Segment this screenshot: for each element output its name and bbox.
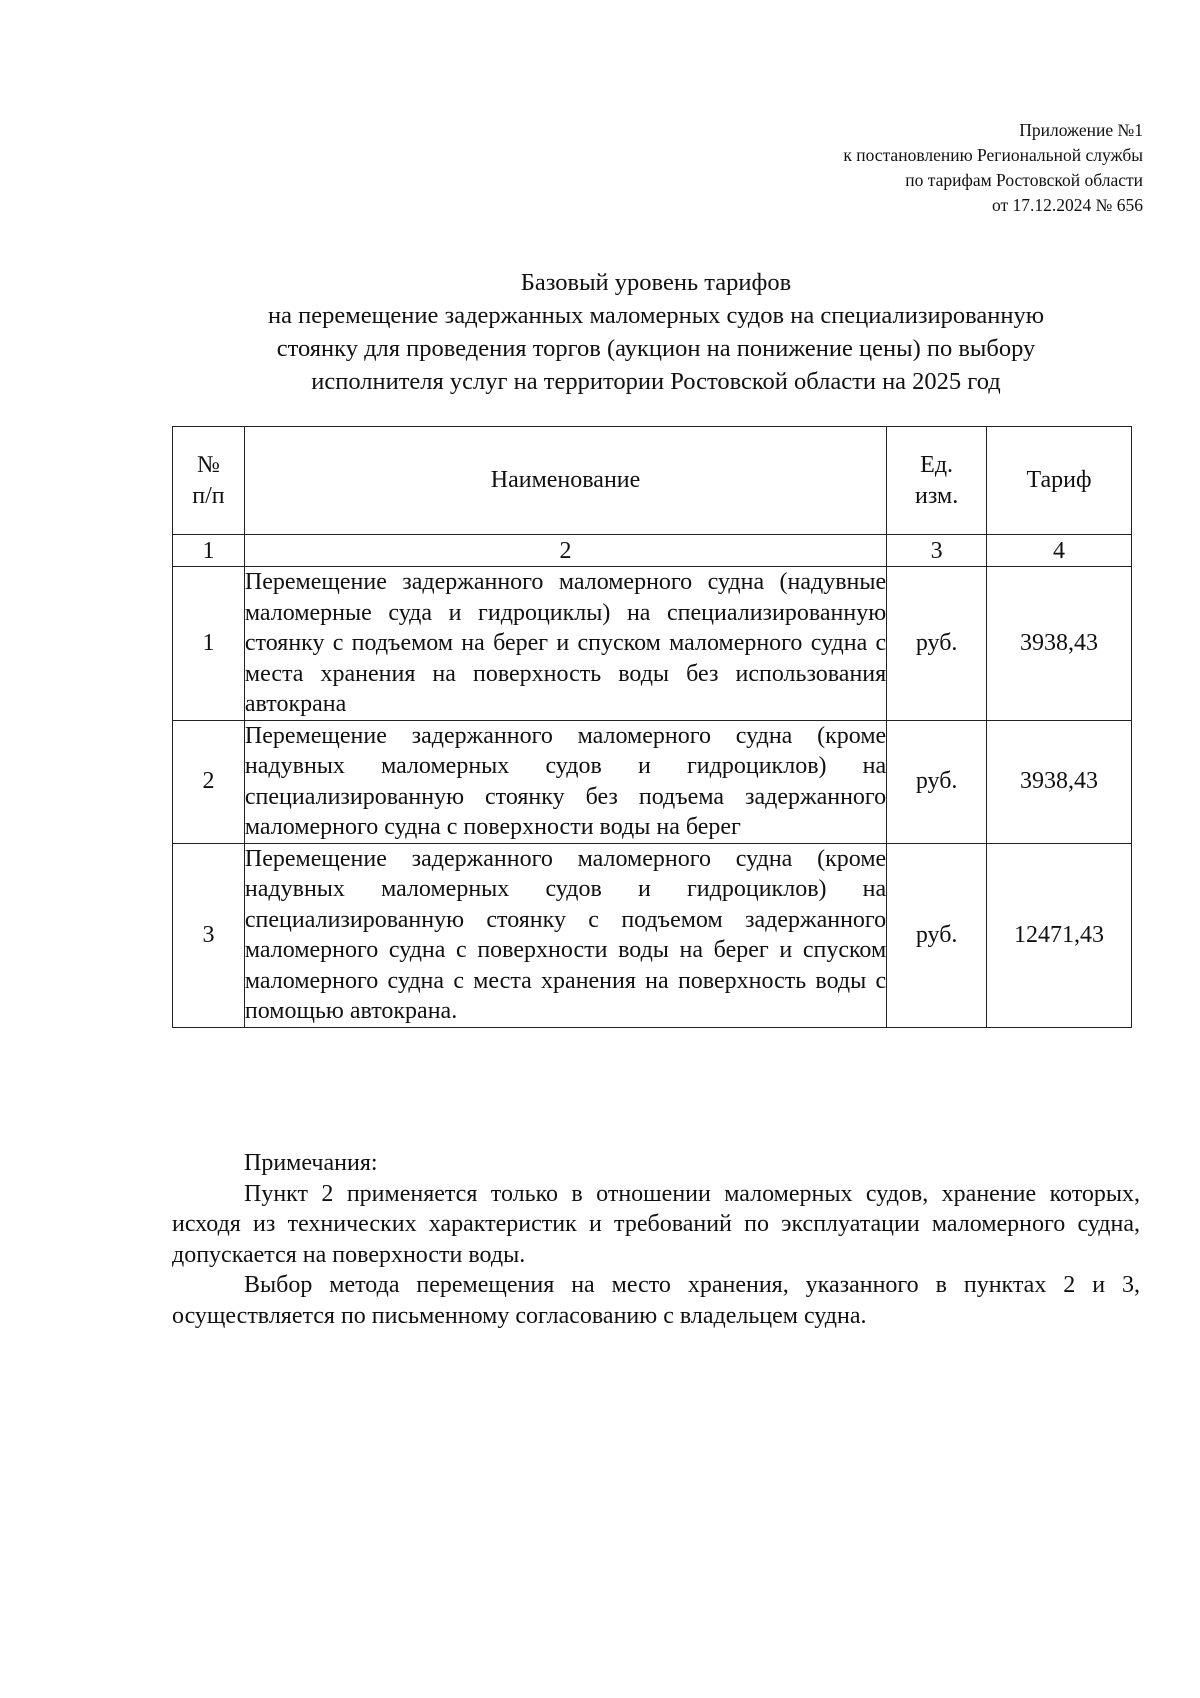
header-tariff: Тариф — [987, 427, 1132, 535]
title-line-3: стоянку для проведения торгов (аукцион на понижение цены) по выбору — [276, 335, 1036, 362]
table-row — [173, 843, 1132, 1027]
row-name-text: Перемещение задержанного маломерного судна (надувные маломерные суда и гидроциклы) на специализированную стоянку с подъемом на берег и спуском маломерного судна с места хранения на поверхность воды без использования автокрана — [244, 569, 887, 717]
title-line-4: исполнителя услуг на территории Ростовской области на 2025 год — [311, 368, 1001, 395]
title-line-1: Базовый уровень тарифов — [520, 269, 792, 296]
header-number-symbol: № — [197, 452, 220, 478]
tariff-table — [172, 426, 1132, 1028]
document-title — [170, 266, 1142, 398]
row-name-text: Перемещение задержанного маломерного судна (кроме надувных маломерных судов и гидроциклов) на специализированную стоянку с подъемом задержанного маломерного судна с поверхности воды на берег и спуском маломерного судна с места хранения на поверхность воды с помощью автокрана. — [244, 845, 887, 1024]
table-row — [173, 720, 1132, 843]
row-tariff: 3938,43 — [987, 720, 1132, 843]
row-name-text: Перемещение задержанного маломерного судна (кроме надувных маломерных судов и гидроциклов) на специализированную стоянку без подъема задержанного маломерного судна с поверхности воды на берег — [244, 722, 887, 840]
notes-section — [172, 1148, 1140, 1331]
header-unit-line-2: изм. — [915, 482, 959, 509]
table-column-index-row — [173, 535, 1132, 567]
row-unit: руб. — [887, 720, 987, 843]
row-unit: руб. — [887, 843, 987, 1027]
row-name — [244, 843, 886, 1027]
appendix-number: Приложение №1 — [1019, 120, 1143, 140]
column-index-3: 3 — [887, 535, 987, 567]
header-number-abbr: п/п — [192, 482, 225, 509]
appendix-resolution-ref: к постановлению Региональной службы — [843, 145, 1143, 165]
title-line-2: на перемещение задержанных маломерных судов на специализированную — [267, 302, 1045, 329]
row-tariff: 12471,43 — [987, 843, 1132, 1027]
table-row — [173, 567, 1132, 721]
table-header-row — [173, 427, 1132, 535]
column-index-4: 4 — [987, 535, 1132, 567]
column-index-2: 2 — [244, 535, 886, 567]
note-item-2: Выбор метода перемещения на место хранения, указанного в пунктах 2 и 3, осуществляется по письменному согласованию с владельцем судна. — [172, 1272, 1140, 1329]
header-unit — [887, 427, 987, 535]
column-index-1: 1 — [173, 535, 245, 567]
row-name — [244, 720, 886, 843]
row-unit: руб. — [887, 567, 987, 721]
header-name: Наименование — [244, 427, 886, 535]
note-item-1: Пункт 2 применяется только в отношении маломерных судов, хранение которых, исходя из технических характеристик и требований по эксплуатации маломерного судна, допускается на поверхности воды. — [172, 1180, 1140, 1268]
header-number — [173, 427, 245, 535]
appendix-authority: по тарифам Ростовской области — [905, 170, 1143, 190]
notes-heading: Примечания: — [244, 1150, 378, 1176]
appendix-date-number: от 17.12.2024 № 656 — [992, 195, 1143, 215]
row-number: 1 — [173, 567, 245, 721]
appendix-block — [843, 118, 1143, 218]
row-tariff: 3938,43 — [987, 567, 1132, 721]
row-number: 3 — [173, 843, 245, 1027]
row-number: 2 — [173, 720, 245, 843]
row-name — [244, 567, 886, 721]
header-unit-line-1: Ед. — [920, 452, 954, 478]
